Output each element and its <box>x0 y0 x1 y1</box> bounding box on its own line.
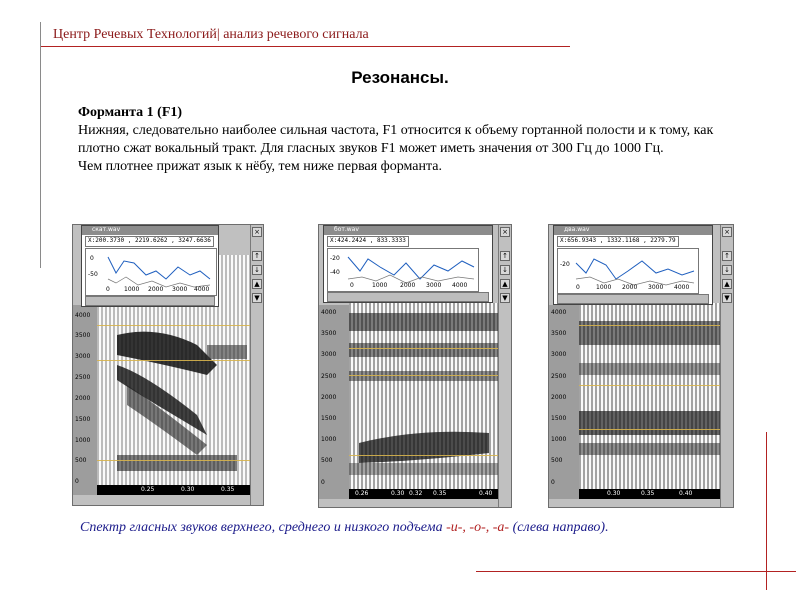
close-icon[interactable]: × <box>252 227 262 237</box>
formant-note: Чем плотнее прижат язык к нёбу, тем ниже первая форманта. <box>78 159 442 174</box>
popup-x-tick: 4000 <box>194 286 210 293</box>
y-tick: 1500 <box>321 415 337 422</box>
figure-caption <box>80 520 609 536</box>
x-tick: 0.30 <box>391 490 405 497</box>
caption-text: Спектр гласных звуков верхнего, среднего и низкого подъема <box>80 520 447 535</box>
zoom-out-icon[interactable]: ↓ <box>722 265 732 275</box>
spectrogram-window-1 <box>72 224 264 506</box>
file-name: скат.wav <box>92 226 121 233</box>
x-tick: 0.30 <box>607 490 621 497</box>
formant-description: Нижняя, следовательно наиболее сильная частота, F1 относится к объему гортанной полости и к тому, как плотно сжат вокальный тракт. Для гласных звуков F1 может иметь значения от 300 Гц до 1000 Гц. <box>78 123 714 156</box>
top-rule <box>40 46 570 47</box>
x-axis <box>579 489 721 499</box>
popup-x-tick: 2000 <box>148 286 164 293</box>
popup-y-tick: -20 <box>560 261 570 268</box>
y-tick: 500 <box>551 457 563 464</box>
x-tick: 0.35 <box>221 486 235 493</box>
popup-x-tick: 3000 <box>648 284 664 291</box>
close-icon[interactable]: × <box>722 227 732 237</box>
y-tick: 3500 <box>321 330 337 337</box>
x-tick: 0.26 <box>355 490 369 497</box>
y-tick: 2000 <box>321 394 337 401</box>
move-up-icon[interactable]: ▲ <box>500 279 510 289</box>
popup-x-tick: 3000 <box>426 282 442 289</box>
x-tick: 0.40 <box>479 490 493 497</box>
caption-vowels: -и-, -о-, -а- <box>446 520 510 535</box>
popup-y-tick: -40 <box>330 269 340 276</box>
header-text: Центр Речевых Технологий| анализ речевого сигнала <box>53 27 369 42</box>
caption-text-end: (слева направо). <box>509 520 609 535</box>
x-axis <box>97 485 253 495</box>
y-tick: 3500 <box>75 332 91 339</box>
bottom-rule <box>476 571 796 572</box>
popup-y-tick: 0 <box>90 255 94 262</box>
spectrum-plot <box>327 248 479 292</box>
move-down-icon[interactable]: ▼ <box>500 293 510 303</box>
popup-x-tick: 1000 <box>596 284 612 291</box>
y-axis <box>73 305 97 495</box>
popup-x-tick: 0 <box>106 286 110 293</box>
popup-x-tick: 0 <box>576 284 580 291</box>
popup-x-tick: 1000 <box>372 282 388 289</box>
close-icon[interactable]: × <box>500 227 510 237</box>
y-tick: 2000 <box>551 394 567 401</box>
spectrogram-image <box>579 303 721 489</box>
y-tick: 0 <box>321 479 325 486</box>
zoom-in-icon[interactable]: ↑ <box>722 251 732 261</box>
y-tick: 0 <box>75 478 79 485</box>
y-tick: 3000 <box>75 353 91 360</box>
y-tick: 3000 <box>551 351 567 358</box>
y-tick: 4000 <box>321 309 337 316</box>
popup-x-tick: 0 <box>350 282 354 289</box>
left-vertical-rule <box>40 22 41 268</box>
spectrogram-window-2 <box>318 224 512 508</box>
y-tick: 2000 <box>75 395 91 402</box>
zoom-in-icon[interactable]: ↑ <box>252 251 262 261</box>
y-axis <box>549 305 579 499</box>
move-down-icon[interactable]: ▼ <box>252 293 262 303</box>
file-name: два.wav <box>564 226 590 233</box>
popup-x-tick: 4000 <box>674 284 690 291</box>
spectrum-plot <box>557 248 699 294</box>
popup-y-tick: -50 <box>88 271 98 278</box>
body-text <box>78 104 748 176</box>
popup-x-tick: 4000 <box>452 282 468 289</box>
x-tick: 0.32 <box>409 490 423 497</box>
y-tick: 4000 <box>75 312 91 319</box>
popup-x-tick: 3000 <box>172 286 188 293</box>
x-axis <box>349 489 499 499</box>
y-tick: 3000 <box>321 351 337 358</box>
x-tick: 0.40 <box>679 490 693 497</box>
y-tick: 1500 <box>551 415 567 422</box>
x-tick: 0.25 <box>141 486 155 493</box>
zoom-out-icon[interactable]: ↓ <box>252 265 262 275</box>
popup-y-tick: -20 <box>330 255 340 262</box>
y-tick: 2500 <box>75 374 91 381</box>
file-name: бот.wav <box>334 226 359 233</box>
x-tick: 0.35 <box>433 490 447 497</box>
coordinate-readout: X:656.9343 , 1332.1168 , 2279.79 <box>557 236 679 247</box>
y-tick: 1000 <box>551 436 567 443</box>
spectrum-plot <box>85 248 217 296</box>
x-tick: 0.30 <box>181 486 195 493</box>
slide-title: Резонансы. <box>351 68 449 87</box>
popup-x-tick: 1000 <box>124 286 140 293</box>
y-tick: 2500 <box>321 373 337 380</box>
spectrum-popup <box>553 225 713 305</box>
popup-x-tick: 2000 <box>622 284 638 291</box>
y-tick: 3500 <box>551 330 567 337</box>
spectrum-popup <box>323 225 493 303</box>
horizontal-scrollbar[interactable] <box>557 294 709 304</box>
coordinate-readout: X:424.2424 , 833.3333 <box>327 236 409 247</box>
y-tick: 0 <box>551 479 555 486</box>
move-down-icon[interactable]: ▼ <box>722 293 732 303</box>
y-tick: 2500 <box>551 373 567 380</box>
coordinate-readout: X:200.3730 , 2219.6262 , 3247.6636 <box>85 236 214 247</box>
toolbar-sidebar <box>720 225 733 507</box>
y-tick: 4000 <box>551 309 567 316</box>
y-tick: 500 <box>75 457 87 464</box>
toolbar-sidebar <box>250 225 263 505</box>
spectrogram-svg <box>579 303 721 489</box>
zoom-in-icon[interactable]: ↑ <box>500 251 510 261</box>
y-tick: 500 <box>321 457 333 464</box>
formant-heading: Форманта 1 (F1) <box>78 105 183 120</box>
toolbar-sidebar <box>498 225 511 507</box>
popup-x-tick: 2000 <box>400 282 416 289</box>
spectrogram-svg <box>349 303 499 489</box>
spectrogram-window-3 <box>548 224 734 508</box>
horizontal-scrollbar[interactable] <box>85 296 215 306</box>
move-up-icon[interactable]: ▲ <box>722 279 732 289</box>
spectrum-popup <box>81 225 219 307</box>
y-tick: 1000 <box>75 437 91 444</box>
y-tick: 1000 <box>321 436 337 443</box>
right-vertical-rule <box>766 432 767 590</box>
y-tick: 1500 <box>75 416 91 423</box>
zoom-out-icon[interactable]: ↓ <box>500 265 510 275</box>
horizontal-scrollbar[interactable] <box>327 292 489 302</box>
x-tick: 0.35 <box>641 490 655 497</box>
move-up-icon[interactable]: ▲ <box>252 279 262 289</box>
y-axis <box>319 305 349 499</box>
spectrogram-image <box>349 303 499 489</box>
